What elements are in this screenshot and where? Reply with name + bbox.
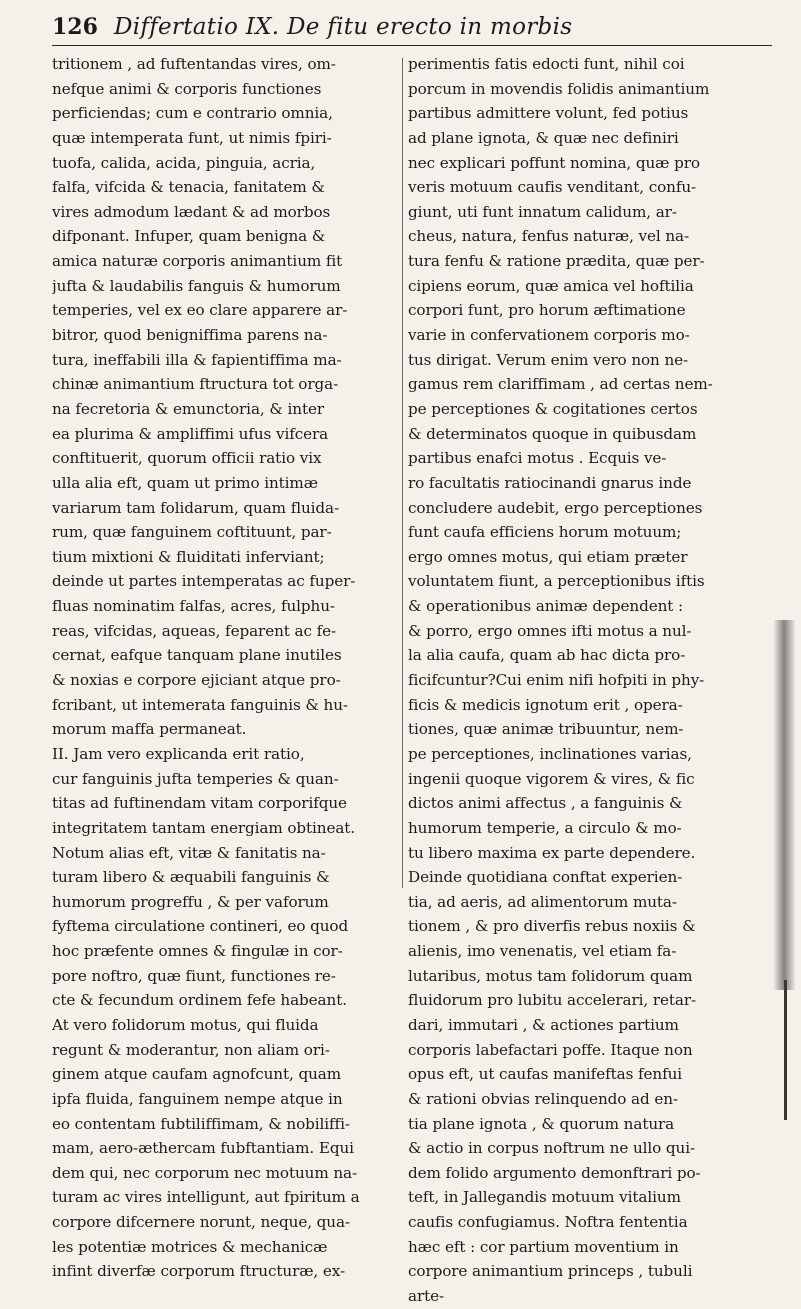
text-line: & actio in corpus noftrum ne ullo qui- xyxy=(408,1139,696,1158)
text-line: corpori funt, pro horum æftimatione xyxy=(408,301,686,320)
text-line: la alia caufa, quam ab hac dicta pro- xyxy=(408,646,686,665)
text-line: porcum in movendis folidis animantium xyxy=(408,79,710,98)
text-line: ficis & medicis ignotum erit , opera- xyxy=(408,695,683,714)
text-line: mam, aero-æthercam fubftantiam. Equi xyxy=(52,1139,354,1158)
text-line: perimentis fatis edocti funt, nihil coi xyxy=(408,55,685,73)
text-line: tiones, quæ animæ tribuuntur, nem- xyxy=(408,720,684,739)
text-line: cur fanguinis jufta temperies & quan- xyxy=(52,769,339,788)
text-line: Notum alias eft, vitæ & fanitatis na- xyxy=(52,843,326,862)
text-line: falfa, vifcida & tenacia, fanitatem & xyxy=(52,178,325,197)
text-line: ficifcuntur?Cui enim nifi hofpiti in phy- xyxy=(408,671,705,690)
text-line: ea plurima & ampliffimi ufus vifcera xyxy=(52,424,329,443)
text-line: tura, ineffabili illa & fapientiffima ma- xyxy=(52,350,342,369)
text-line: tium mixtioni & fluiditati inferviant; xyxy=(52,547,325,566)
text-line: At vero folidorum motus, qui fluida xyxy=(52,1015,319,1034)
text-line: hæc eft : cor partium moventium in xyxy=(408,1237,679,1256)
column-divider xyxy=(402,58,403,888)
text-line: hoc præfente omnes & fingulæ in cor- xyxy=(52,942,343,961)
text-line: bitror, quod benigniffima parens na- xyxy=(52,326,328,345)
text-line: ro facultatis ratiocinandi gnarus inde xyxy=(408,473,692,492)
text-line: difponant. Infuper, quam benigna & xyxy=(52,227,326,246)
text-line: tura fenfu & ratione prædita, quæ per- xyxy=(408,252,705,271)
text-line: partibus admittere volunt, fed potius xyxy=(408,104,689,123)
text-line: partibus enafci motus . Ecquis ve- xyxy=(408,449,667,468)
text-line: regunt & moderantur, non aliam ori- xyxy=(52,1040,330,1059)
text-line: opus eft, ut caufas manifeftas fenfui xyxy=(408,1065,683,1084)
text-line: morum maffa permaneat. xyxy=(52,720,247,739)
text-line: tritionem , ad fuftentandas vires, om- xyxy=(52,55,336,73)
text-line: dem folido argumento demonftrari po- xyxy=(408,1163,701,1182)
text-line: ingenii quoque vigorem & vires, & fic xyxy=(408,769,695,788)
text-line: conftituerit, quorum officii ratio vix xyxy=(52,449,322,468)
text-line: tionem , & pro diverfis rebus noxiis & xyxy=(408,917,696,936)
text-line: & rationi obvias relinquendo ad en- xyxy=(408,1089,678,1108)
binding-shadow xyxy=(773,620,795,990)
page-number: 126 xyxy=(52,14,98,40)
text-line: caufis confugiamus. Noftra fententia xyxy=(408,1213,688,1232)
text-line: reas, vifcidas, aqueas, feparent ac fe- xyxy=(52,621,337,640)
text-line: eo contentam fubtiliffimam, & nobiliffi- xyxy=(52,1114,350,1133)
text-line: les potentiæ motrices & mechanicæ xyxy=(52,1237,328,1256)
text-line: dictos animi affectus , a fanguinis & xyxy=(408,794,683,813)
text-line: rum, quæ fanguinem coftituunt, par- xyxy=(52,523,332,542)
text-line: temperies, vel ex eo clare apparere ar- xyxy=(52,301,348,320)
text-line: vires admodum lædant & ad morbos xyxy=(52,202,331,221)
text-line: fluas nominatim falfas, acres, fulphu- xyxy=(52,597,335,616)
text-line: & determinatos quoque in quibusdam xyxy=(408,424,697,443)
text-line: & porro, ergo omnes ifti motus a nul- xyxy=(408,621,692,640)
text-line: tus dirigat. Verum enim vero non ne- xyxy=(408,350,689,369)
text-line: variarum tam folidarum, quam fluida- xyxy=(52,498,340,517)
text-line: concludere audebit, ergo perceptiones xyxy=(408,498,703,517)
text-line: tu libero maxima ex parte dependere. xyxy=(408,843,696,862)
text-line: nefque animi & corporis functiones xyxy=(52,79,322,98)
text-line: corporis labefactari poffe. Itaque non xyxy=(408,1040,693,1059)
right-column xyxy=(408,52,770,1309)
text-line: varie in confervationem corporis mo- xyxy=(408,326,690,345)
text-line: humorum temperie, a circulo & mo- xyxy=(408,818,682,837)
text-line: ulla alia eft, quam ut primo intimæ xyxy=(52,473,318,492)
text-line: & noxias e corpore ejiciant atque pro- xyxy=(52,671,341,690)
text-line: amica naturæ corporis animantium fit xyxy=(52,252,343,271)
text-line: fcribant, ut intemerata fanguinis & hu- xyxy=(52,695,348,714)
text-line: voluntatem fiunt, a perceptionibus iftis xyxy=(408,572,705,591)
text-line: nec explicari poffunt nomina, quæ pro xyxy=(408,153,700,172)
text-line: fluidorum pro lubitu accelerari, retar- xyxy=(408,991,697,1010)
text-line: deinde ut partes intemperatas ac fuper- xyxy=(52,572,356,591)
text-line: humorum progreffu , & per vaforum xyxy=(52,892,329,911)
text-line: dari, immutari , & actiones partium xyxy=(408,1015,679,1034)
text-line: lutaribus, motus tam folidorum quam xyxy=(408,966,693,985)
text-line: tuofa, calida, acida, pinguia, acria, xyxy=(52,153,316,172)
text-line: quæ intemperata funt, ut nimis fpiri- xyxy=(52,128,332,147)
text-line: perficiendas; cum e contrario omnia, xyxy=(52,104,333,123)
text-line: cernat, eafque tanquam plane inutiles xyxy=(52,646,342,665)
left-column xyxy=(52,52,404,1284)
text-line: jufta & laudabilis fanguis & humorum xyxy=(52,276,341,295)
text-line: teft, in Jallegandis motuum vitalium xyxy=(408,1188,681,1207)
text-line: fyftema circulatione contineri, eo quod xyxy=(52,917,349,936)
text-line: na fecretoria & emunctoria, & inter xyxy=(52,399,324,418)
text-line: funt caufa efficiens horum motuum; xyxy=(408,523,682,542)
text-line: pe perceptiones, inclinationes varias, xyxy=(408,744,692,763)
text-line: ad plane ignota, & quæ nec definiri xyxy=(408,128,679,147)
text-line: giunt, uti funt innatum calidum, ar- xyxy=(408,202,677,221)
text-line: tia plane ignota , & quorum natura xyxy=(408,1114,675,1133)
text-line: II. Jam vero explicanda erit ratio, xyxy=(52,744,305,763)
text-line: cipiens eorum, quæ amica vel hoftilia xyxy=(408,276,694,295)
text-line: ginem atque caufam agnofcunt, quam xyxy=(52,1065,342,1084)
text-line: dem qui, nec corporum nec motuum na- xyxy=(52,1163,358,1182)
text-line: gamus rem clariffimam , ad certas nem- xyxy=(408,375,713,394)
text-line: pe perceptiones & cogitationes certos xyxy=(408,399,698,418)
text-line: integritatem tantam energiam obtineat. xyxy=(52,818,356,837)
text-line: chinæ animantium ftructura tot orga- xyxy=(52,375,339,394)
text-line: ipfa fluida, fanguinem nempe atque in xyxy=(52,1089,343,1108)
text-line: corpore animantium princeps , tubuli xyxy=(408,1262,693,1281)
text-line: alienis, imo venenatis, vel etiam fa- xyxy=(408,942,677,961)
text-line: cheus, natura, fenfus naturæ, vel na- xyxy=(408,227,690,246)
text-line: arte- xyxy=(408,1287,445,1306)
text-line: Deinde quotidiana conftat experien- xyxy=(408,868,683,887)
text-line: turam ac vires intelligunt, aut fpiritum a xyxy=(52,1188,360,1207)
text-line: turam libero & æquabili fanguinis & xyxy=(52,868,330,887)
binding-edge xyxy=(784,980,787,1120)
text-line: veris motuum caufis venditant, confu- xyxy=(408,178,697,197)
text-line: pore noftro, quæ fiunt, functiones re- xyxy=(52,966,336,985)
text-line: cte & fecundum ordinem fefe habeant. xyxy=(52,991,347,1010)
text-line: infint diverfæ corporum ftructuræ, ex- xyxy=(52,1262,345,1281)
text-line: corpore difcernere norunt, neque, qua- xyxy=(52,1213,350,1232)
text-line: & operationibus animæ dependent : xyxy=(408,597,684,616)
text-line: titas ad fuftinendam vitam corporifque xyxy=(52,794,347,813)
page-header xyxy=(52,14,772,48)
text-line: ergo omnes motus, qui etiam præter xyxy=(408,547,688,566)
text-line: tia, ad aeris, ad alimentorum muta- xyxy=(408,892,677,911)
running-title: Differtatio IX. De fitu erecto in morbis xyxy=(114,14,573,40)
header-rule xyxy=(52,45,772,46)
